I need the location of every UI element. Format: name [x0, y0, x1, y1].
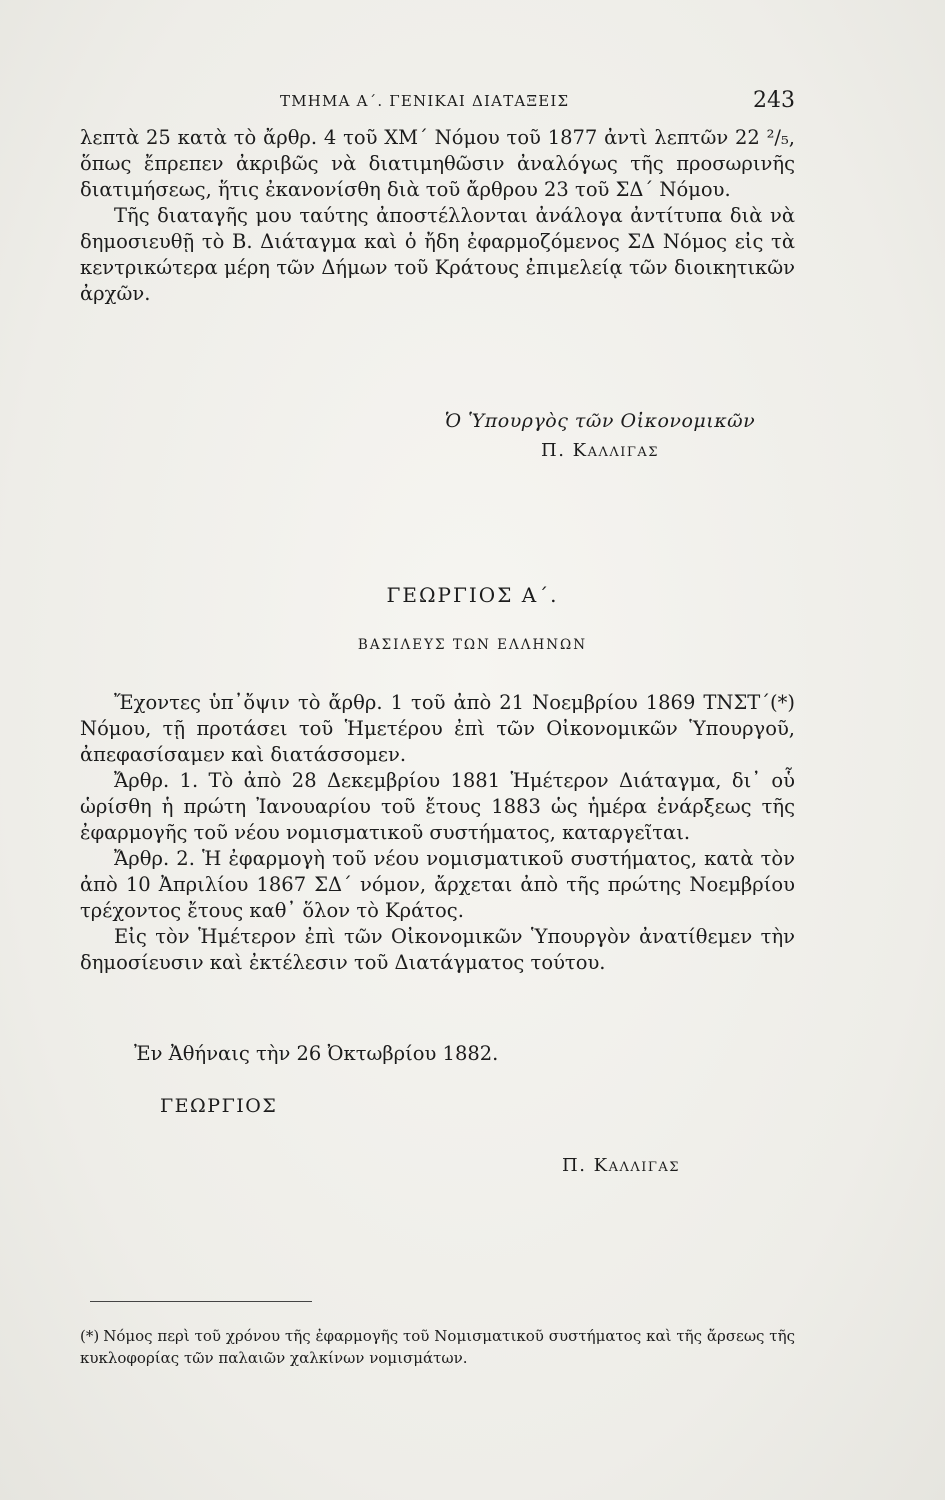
footnote	[80, 1325, 795, 1369]
decree-text-block	[80, 690, 795, 976]
page-header	[80, 88, 795, 118]
footnote-marker: (*)	[80, 1327, 100, 1345]
page-number: 243	[753, 88, 795, 113]
decree-subtitle: ΒΑΣΙΛΕΥΣ ΤΩΝ ΕΛΛΗΝΩΝ	[357, 637, 588, 653]
decree-article-2: Ἄρθρ. 2. Ἡ ἐφαρμογὴ τοῦ νέου νομισματικοῦ συστήματος, κατὰ τὸν ἀπὸ 10 Ἀπριλίου 1867 ΣΔ΄ νόμον, ἄρχεται ἀπὸ τῆς πρώτης Νοεμβρίου τρέχοντος ἔτους καθ᾽ ὅλον τὸ Κράτος.	[80, 847, 795, 922]
minister-title: Ὁ Ὑπουργὸς τῶν Οἰκονομικῶν	[444, 410, 756, 432]
running-head: ΤΜΗΜΑ Α΄. ΓΕΝΙΚΑΙ ΔΙΑΤΑΞΕΙΣ	[280, 92, 570, 110]
footnote-divider	[90, 1301, 312, 1302]
footnote-text: Νόμος περὶ τοῦ χρόνου τῆς ἐφαρμογῆς τοῦ Νομισματικοῦ συστήματος καὶ τῆς ἄρσεως τῆς κυκλοφορίας τῶν παλαιῶν χαλκίνων νομισμάτων.	[80, 1327, 795, 1367]
date-line: Ἐν Ἀθήναις τὴν 26 Ὀκτωβρίου 1882.	[134, 1042, 499, 1065]
decree-preamble: Ἔχοντες ὑπ᾽ὄψιν τὸ ἄρθρ. 1 τοῦ ἀπὸ 21 Νοεμβρίου 1869 ΤΝΣΤ΄(*) Νόμου, τῇ προτάσει τοῦ Ἡμετέρου ἐπὶ τῶν Οἰκονομικῶν Ὑπουργοῦ, ἀπεφασίσαμεν καὶ διατάσσομεν.	[80, 691, 795, 766]
decree-article-1: Ἄρθρ. 1. Τὸ ἀπὸ 28 Δεκεμβρίου 1881 Ἡμέτερον Διάταγμα, δι᾽ οὗ ὡρίσθη ἡ πρώτη Ἰανουαρίου τοῦ ἔτους 1883 ὡς ἡμέρα ἐνάρξεως τῆς ἐφαρμογῆς τοῦ νέου νομισματικοῦ συστήματος, καταργεῖται.	[80, 769, 795, 844]
decree-execution-clause: Εἰς τὸν Ἡμέτερον ἐπὶ τῶν Οἰκονομικῶν Ὑπουργὸν ἀνατίθεμεν τὴν δημοσίευσιν καὶ ἐκτέλεσιν τοῦ Διατάγματος τούτου.	[80, 925, 795, 974]
king-signature: ΓΕΩΡΓΙΟΣ	[160, 1095, 278, 1117]
footnote-paragraph	[80, 1325, 795, 1369]
first-text-block	[80, 125, 795, 307]
decree-title: ΓΕΩΡΓΙΟΣ Α΄.	[386, 583, 559, 607]
paragraph-continuation: λεπτὰ 25 κατὰ τὸ ἄρθρ. 4 τοῦ ΧΜ΄ Νόμου τοῦ 1877 ἀντὶ λεπτῶν 22 ²/₅, ὅπως ἔπρεπεν ἀκριβῶς νὰ διατιμηθῶσιν ἀναλόγως τῆς προσωρινῆς διατιμήσεως, ἥτις ἐκανονίσθη διὰ τοῦ ἄρθρου 23 τοῦ ΣΔ΄ Νόμου.	[80, 126, 795, 201]
paragraph-order-dispatch: Τῆς διαταγῆς μου ταύτης ἀποστέλλονται ἀνάλογα ἀντίτυπα διὰ νὰ δημοσιευθῇ τὸ Β. Διάταγμα καὶ ὁ ἤδη ἐφαρμοζόμενος ΣΔ Νόμος εἰς τὰ κεντρικώτερα μέρη τῶν Δήμων τοῦ Κράτους ἐπιμελείᾳ τῶν διοικητικῶν ἀρχῶν.	[80, 204, 795, 305]
minister-name: Π. Καλλιγας	[541, 440, 659, 461]
minister-countersignature: Π. Καλλιγας	[562, 1155, 680, 1176]
